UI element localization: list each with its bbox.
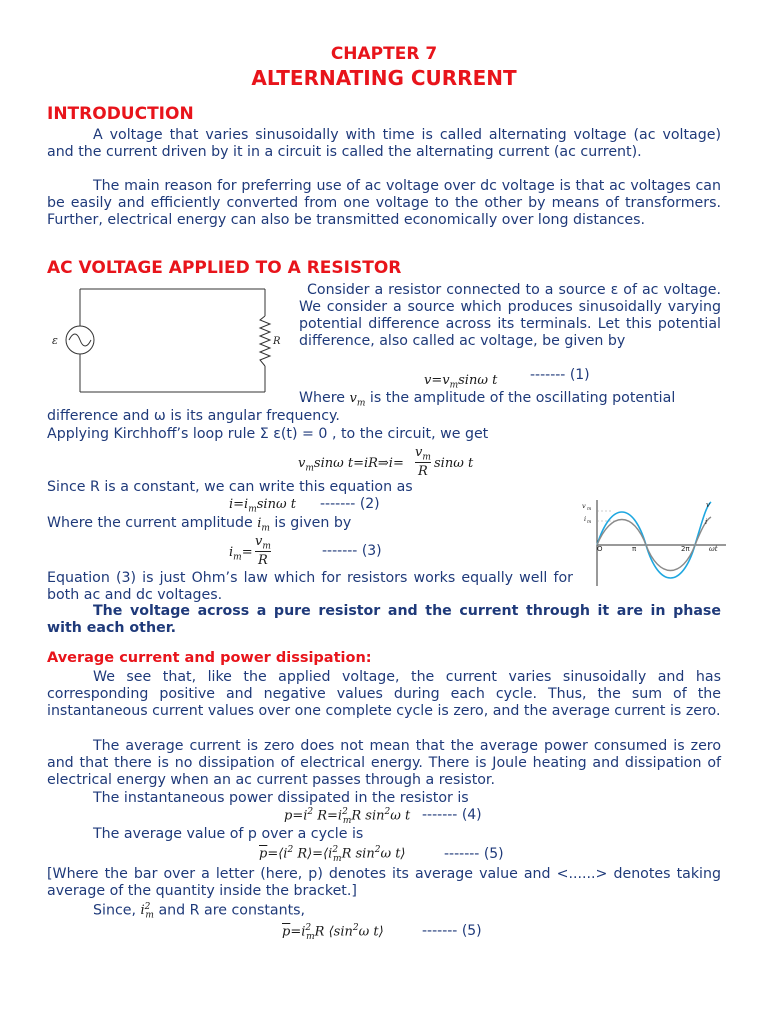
current-curve [597, 517, 711, 571]
equation-5: $\overline{p}=⟨i^2$ $R⟩=⟨i^2_mR$ $\sin^2\omega$ t⟩ [259, 845, 406, 864]
graph-label-im: i [584, 515, 587, 523]
equation-5b-tag: ------- (5) [422, 923, 482, 939]
phase-statement: The voltage across a pure resistor and the current through it are in phase with each other. [47, 603, 721, 636]
where-vm-line: Where $v_m$ is the amplitude of the oscillating potential [299, 390, 676, 409]
where-im-line: Where the current amplitude $i_m$ is given by [47, 515, 352, 534]
svg-text:m: m [587, 520, 592, 525]
svg-text:m: m [587, 507, 592, 512]
resistor-symbol [260, 316, 270, 366]
intro-paragraph-1: A voltage that varies sinusoidally with time is called alternating voltage (ac voltage) and the current driven by it in a circuit is called the alternating current (ac current). [47, 127, 721, 160]
resistor-label: R [273, 336, 281, 347]
resistor-heading: AC VOLTAGE APPLIED TO A RESISTOR [47, 258, 402, 278]
page-title: ALTERNATING CURRENT [251, 66, 517, 90]
equation-2-tag: ------- (2) [320, 496, 380, 512]
equation-1-tag: ------- (1) [530, 367, 590, 383]
voltage-current-graph [578, 494, 728, 586]
where-vm-continued: difference and ω is its angular frequency. [47, 408, 340, 424]
since-constants-line: Since, $i^2_m$ and R are constants, [93, 902, 306, 921]
circuit-wires [80, 289, 265, 392]
equation-5-tag: ------- (5) [444, 846, 504, 862]
where-vm-post: is the amplitude of the oscillating potential [365, 390, 676, 406]
series-label-v: v [706, 501, 710, 509]
intro-heading: INTRODUCTION [47, 104, 194, 124]
intro-paragraph-2: The main reason for preferring use of ac voltage over dc voltage is that ac voltages can be easily and efficiently converted from one voltage to the other by means of transformers. Further, electrical energy can also be transmitted economically over long distances. [47, 178, 721, 228]
power-paragraph-2: The average current is zero does not mean that the average power consumed is zero and that there is no dissipation of electrical energy. There is Joule heating and dissipation of electrical energy when an ac current passes through a resistor. [47, 738, 721, 788]
average-value-line: The average value of p over a cycle is [93, 826, 364, 842]
power-paragraph-1: We see that, like the applied voltage, the current varies sinusoidally and has corresponding positive and negative values during each cycle. Thus, the sum of the instantaneous current values over one complete cycle is zero, and the average current is zero. [47, 669, 721, 719]
voltage-curve [597, 502, 711, 578]
where-vm-pre: Where [299, 390, 350, 406]
ac-source-symbol [66, 326, 94, 354]
equation-1: $v=v_m\sin\omega$ t [424, 373, 498, 391]
chapter-number: CHAPTER 7 [330, 44, 438, 64]
bar-note: [Where the bar over a letter (here, p) denotes its average value and <......> denotes taking average of the quantity inside the bracket.] [47, 866, 721, 899]
graph-label-vm: v [582, 502, 586, 510]
kirchhoff-line: Applying Kirchhoff’s loop rule Σ ε(t) = 0 , to the circuit, we get [47, 426, 489, 442]
tick-pi: π [632, 545, 637, 553]
equation-4-tag: ------- (4) [422, 807, 482, 823]
tick-origin: O [597, 545, 603, 553]
resistor-side-text: Consider a resistor connected to a source ε of ac voltage. We consider a source which produces sinusoidally varying potential difference across its terminals. Let this potential difference, also called ac voltage, be given by [299, 282, 721, 349]
equation-2: $i=i_m\sin\omega$ t [229, 497, 296, 515]
inst-power-line: The instantaneous power dissipated in the resistor is [93, 790, 469, 806]
equation-3-tag: ------- (3) [322, 543, 382, 559]
series-label-i: i [705, 518, 708, 526]
source-label: ε [52, 334, 58, 347]
circuit-diagram [47, 282, 281, 400]
x-axis-label: ωt [709, 545, 718, 553]
power-heading: Average current and power dissipation: [47, 650, 372, 666]
equation-4: $p=i^2$ $R=i^2_mR$ $\sin^2\omega$ t [284, 807, 411, 826]
ohm-law-text: Equation (3) is just Ohm’s law which for resistors works equally well for both ac and dc voltages. [47, 570, 573, 603]
since-r-line: Since R is a constant, we can write this equation as [47, 479, 413, 495]
equation-5b: $\overline{p}=i^2_mR$ $⟨\sin^2\omega$ t⟩ [282, 923, 384, 942]
tick-2pi: 2π [681, 545, 690, 553]
